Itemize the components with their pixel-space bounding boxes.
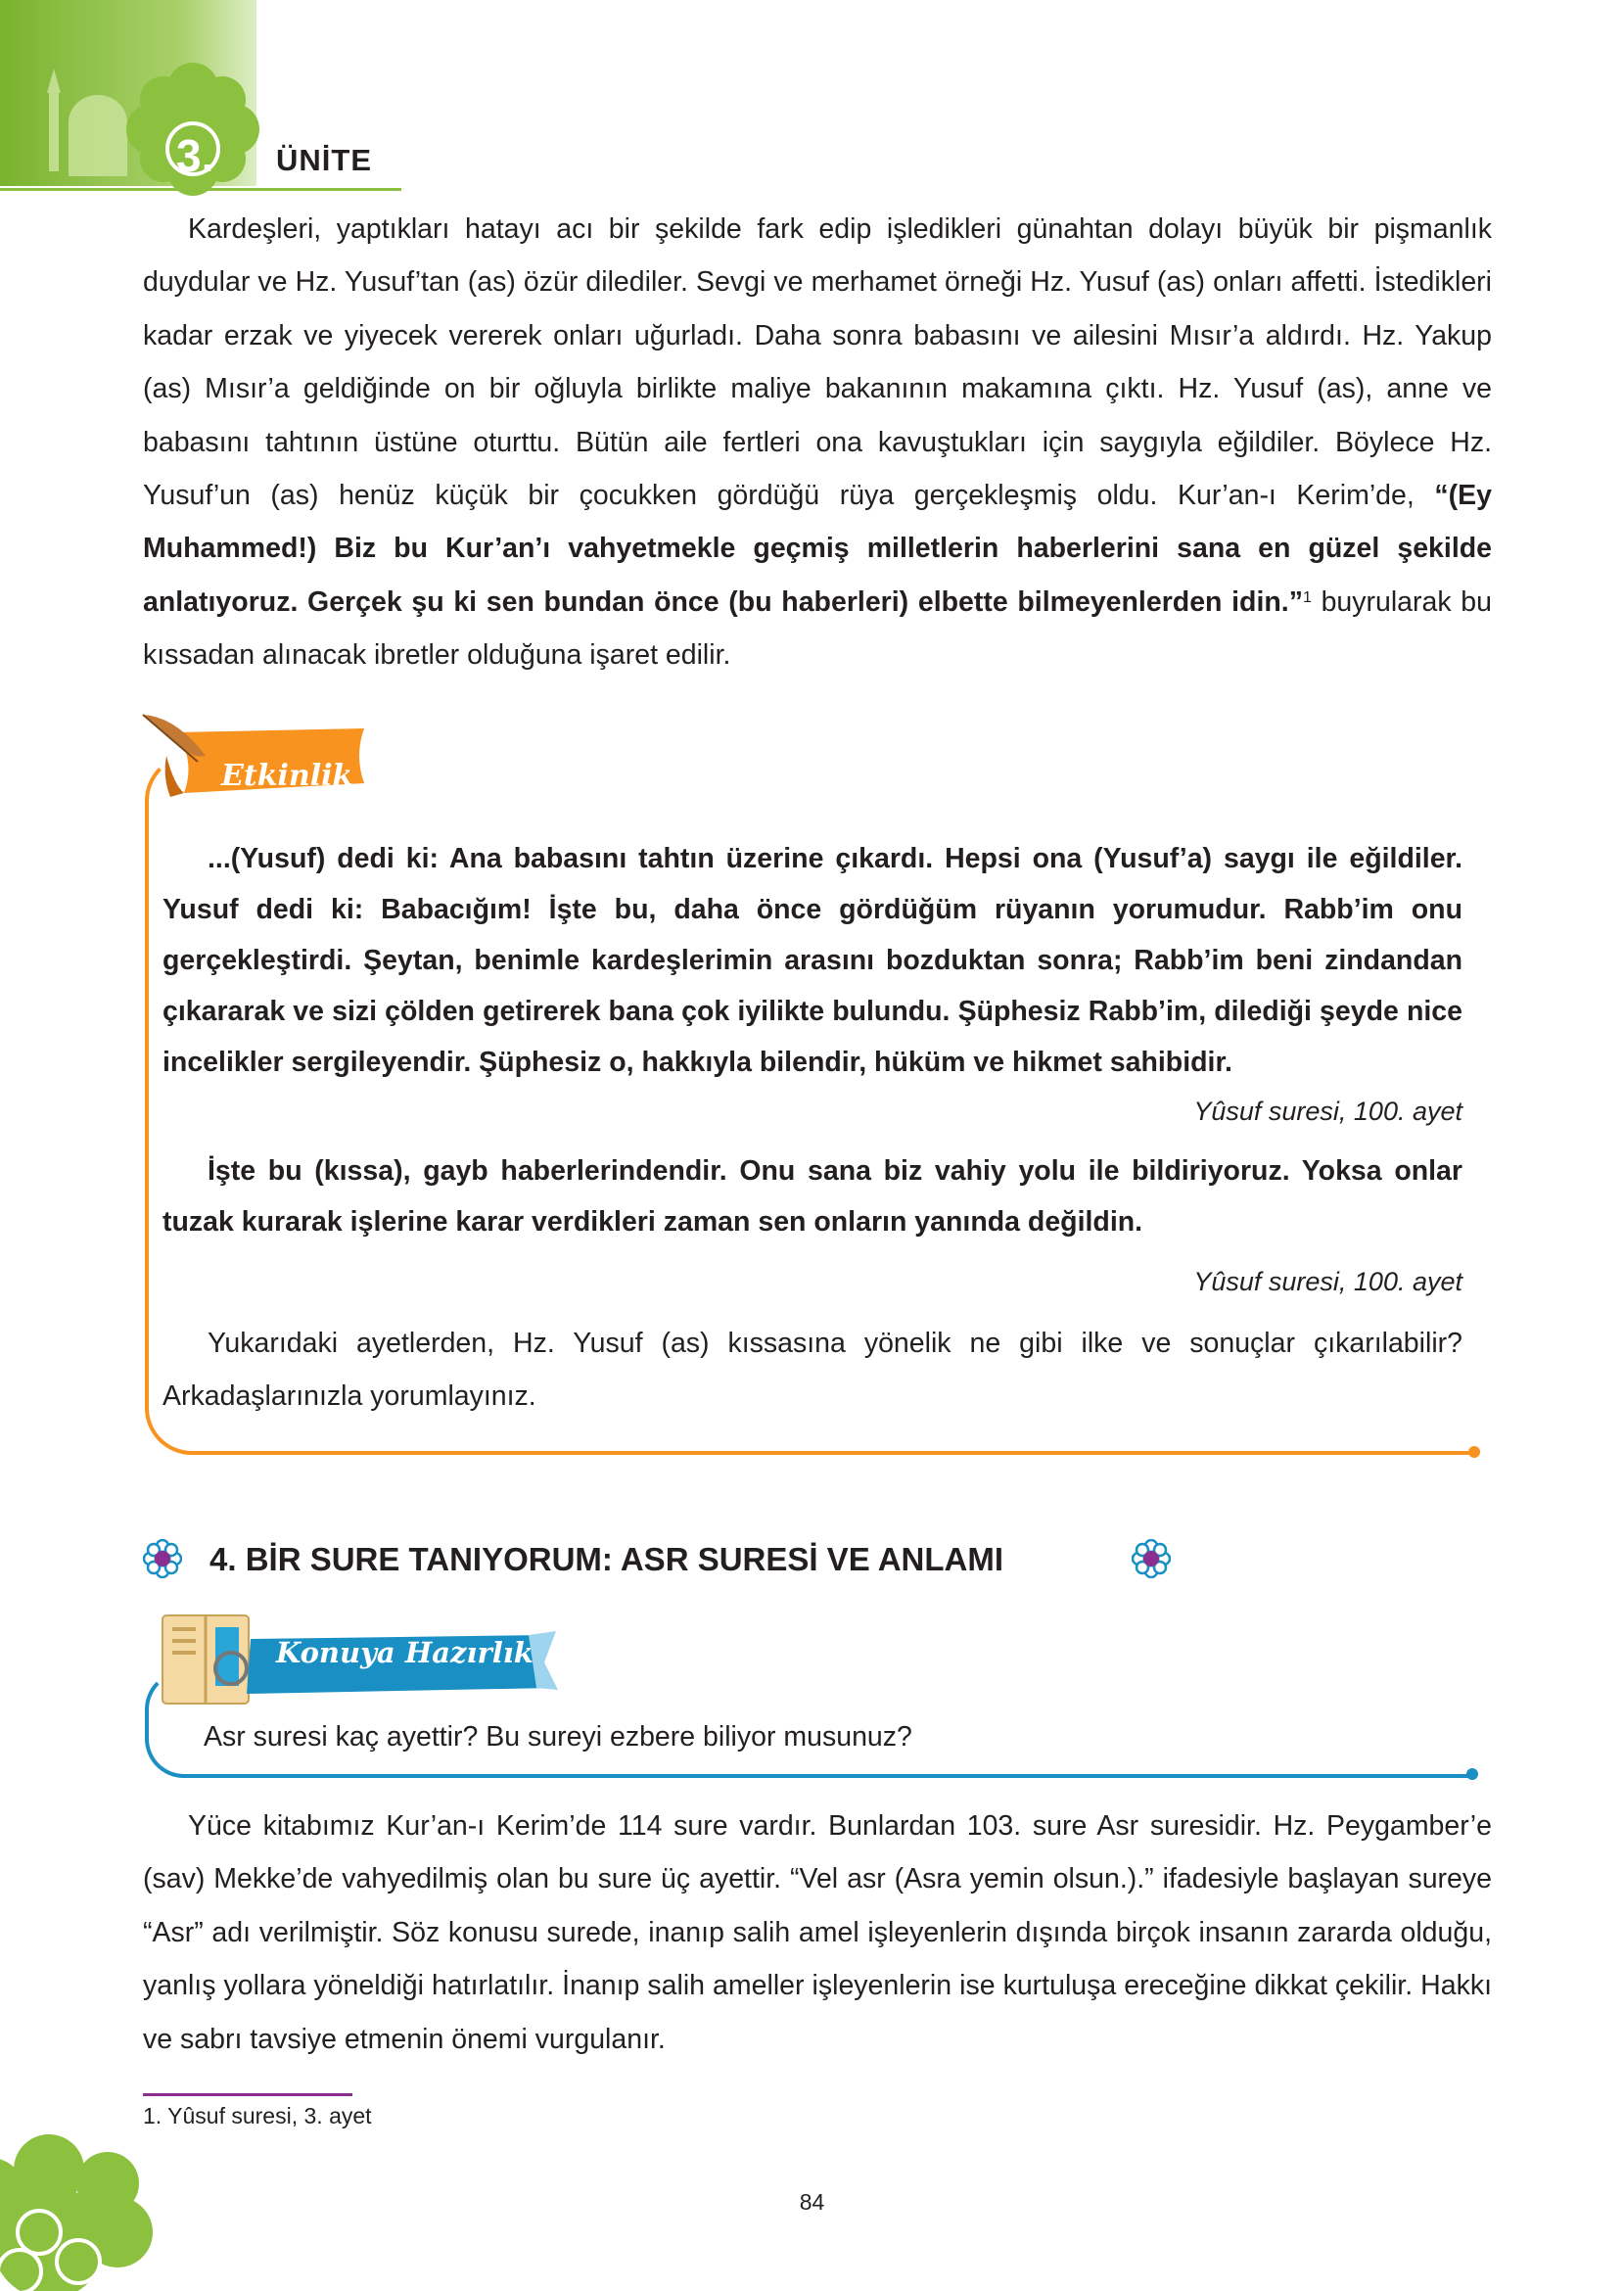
etkinlik-label: Etkinlik — [221, 759, 353, 793]
etkinlik-verse-1: ...(Yusuf) dedi ki: Ana babasını tahtın üzerine çıkardı. Hepsi ona (Yusuf’a) saygı ile eğildiler. Yusuf dedi ki: Babacığım! İşte bu, daha önce gördüğüm rüyanın yorumudur. Rabb’im onu gerçekleştirdi. Şeytan, benimle kardeşlerimin arasını bozduktan sonra; Rabb’im beni zindandan çıkararak ve sizi çölden getirerek bana çok iyilikte bulundu. Şüphesiz Rabb’im, dilediği şeyde nice incelikler sergileyendir. Şüphesiz o, hakkıyla bilendir, hüküm ve hikmet sahibidir. — [162, 843, 1462, 1078]
etkinlik-verse-2: İşte bu (kıssa), gayb haberlerindendir. Onu sana biz vahiy yolu ile bildiriyoruz. Yoksa onlar tuzak kurarak işlerine karar verdikleri zaman sen onların yanında değildin. — [162, 1155, 1462, 1238]
konuya-label: Konuya Hazırlık — [276, 1636, 534, 1669]
page-number: 84 — [799, 2189, 825, 2215]
etkinlik-ref-1: Yûsuf suresi, 100. ayet — [1193, 1097, 1462, 1126]
konuya-end-dot — [1466, 1768, 1478, 1780]
book-icon — [162, 1615, 249, 1704]
konuya-question: Asr suresi kaç ayettir? Bu sureyi ezbere biliyor musunuz? — [204, 1721, 912, 1753]
etkinlik-question: Yukarıdaki ayetlerden, Hz. Yusuf (as) kıssasına yönelik ne gibi ilke ve sonuçlar çıkarılabilir? Arkadaşlarınızla yorumlayınız. — [162, 1328, 1462, 1413]
intro-paragraph — [143, 203, 1492, 682]
footnote-rule — [143, 2093, 352, 2096]
unit-number: 3. — [176, 130, 214, 181]
intro-text: Kardeşleri, yaptıkları hatayı acı bir şekilde fark edip işledikleri günahtan dolayı büyük bir pişmanlık duydular ve Hz. Yusuf’tan (as) özür dilediler. Sevgi ve merhamet örneği Hz. Yusuf (as) onları affetti. İstedikleri kadar erzak ve yiyecek vererek onları uğurladı. Daha sonra babasını ve ailesini Mısır’a aldırdı. Hz. Yakup (as) Mısır’a geldiğinde on bir oğluyla birlikte maliye bakanının makamına çıktı. Hz. Yusuf (as), anne ve babasını tahtının üstüne oturttu. Bütün aile fertleri ona kavuştukları için saygıyla eğildiler. Böylece Hz. Yusuf’un (as) henüz küçük bir çocukken gördüğü rüya gerçekleşmiş oldu. Kur’an-ı Kerim’de, — [143, 213, 1492, 512]
corner-flower-ornament-icon — [0, 2115, 166, 2291]
section-title: 4. BİR SURE TANIYORUM: ASR SURESİ VE ANLAMI — [209, 1541, 1003, 1577]
section-title-right-flower-icon — [1132, 1539, 1171, 1578]
footnote-mark: 1 — [1302, 588, 1312, 606]
etkinlik-end-dot — [1468, 1446, 1480, 1458]
section-title-left-flower-icon — [143, 1539, 182, 1578]
footnote-text: 1. Yûsuf suresi, 3. ayet — [143, 2103, 372, 2128]
intro-text-end: buyrularak bu kıssadan alınacak ibretler olduğuna işaret edilir. — [143, 585, 1493, 672]
intro-quote: “(Ey Muhammed!) Biz bu Kur’an’ı vahyetmekle geçmiş milletlerin haberlerini sana en güzel şekilde anlatıyoruz. Gerçek şu ki sen bundan önce (bu haberleri) elbette bilmeyenlerden idin.” — [143, 480, 1492, 618]
unit-label: ÜNİTE — [276, 143, 372, 177]
etkinlik-ref-2: Yûsuf suresi, 100. ayet — [1193, 1267, 1462, 1296]
asr-paragraph: Yüce kitabımız Kur’an-ı Kerim’de 114 sure vardır. Bunlardan 103. sure Asr suresidir. Hz. Peygamber’e (sav) Mekke’de vahyedilmiş olan bu sure üç ayettir. “Vel asr (Asra yemin olsun.).” ifadesiyle başlayan sureye “Asr” adı verilmiştir. Söz konusu surede, inanıp salih amel işleyenlerin dışında birçok insanın zararda olduğu, yanlış yollara yöneldiği hatırlatılır. İnanıp salih ameller işleyenlerin ise kurtuluşa ereceğine dikkat çekilir. Hakkı ve sabrı tavsiye etmenin önemi vurgulanır. — [143, 1810, 1492, 2055]
